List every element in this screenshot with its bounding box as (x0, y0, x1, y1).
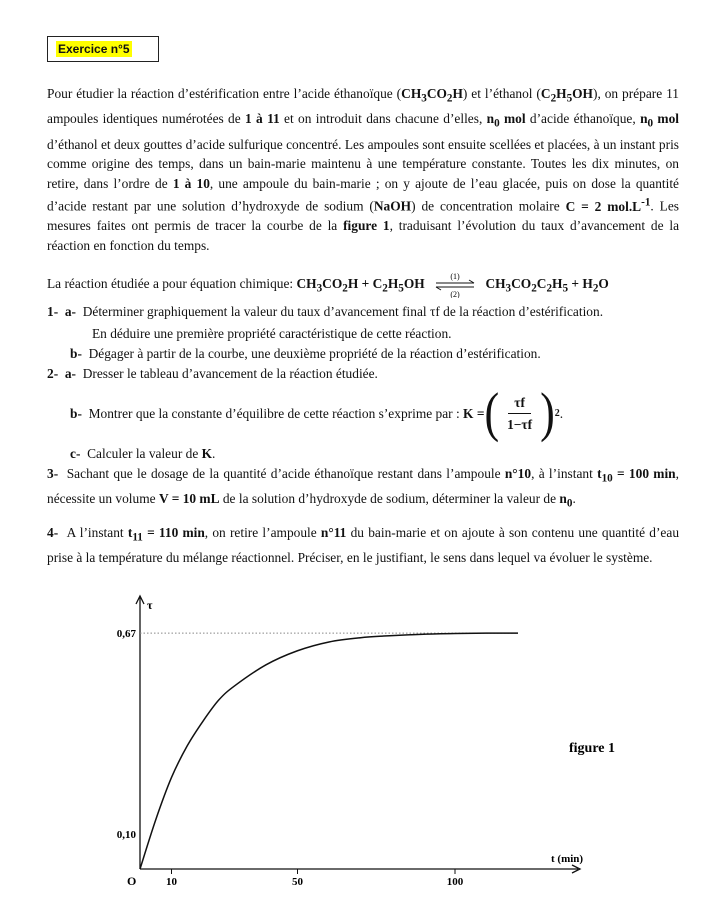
chemical-equation: La réaction étudiée a pour équation chimique: $CH_3CO_2H + C_2H_5OH$ (1) (2) $CH_3CO_2C_2H_5 + H_2O$ (47, 272, 609, 298)
n0-mol-2: $n_0$ mol (640, 111, 679, 130)
x-tick-label: 10 (166, 876, 177, 888)
y-axis-label: τ (147, 598, 153, 612)
origin-label: O (127, 874, 137, 888)
figure-reference: figure 1 (343, 218, 390, 234)
figure-caption: figure 1 (569, 741, 616, 756)
question-4: 4- A l’instant $t_{11} = 110$ min, on retire l’ampoule n°11 du bain-marie et on ajoute à son contenu une quantité d’eau prise à la température du mélange réactionnel. Préciser, en le justifiant, le sens dans lequel va évoluer le système. (47, 525, 680, 565)
x-axis-label: t (min) (551, 853, 584, 865)
y-tick-label: 0,10 (116, 828, 136, 841)
question-3: 3- Sachant que le dosage de la quantité d’acide éthanoïque restant dans l’ampoule n°10, à l’instant $t_{10} = 100$ min, nécessite un volume V = 10 mL de la solution d’hydroxyde de sodium, déterminer la valeur de $n_0$. (47, 466, 679, 510)
question-1b: b- Dégager à partir de la courbe, une deuxième propriété de la réaction d’estérification. (70, 346, 541, 361)
x-tick-label: 100 (446, 876, 464, 888)
equilibrium-arrows-icon (432, 272, 478, 298)
arrow-top-label: (1) (450, 272, 460, 281)
product-ester: $CH_3CO_2C_2H_5$ (485, 276, 569, 295)
question-1a: 1- a- Déterminer graphiquement la valeur du taux d’avancement final τf de la réaction d’estérification. (47, 304, 604, 319)
figure-1-chart (0, 585, 720, 905)
exercise-title-box (47, 36, 159, 62)
tau-curve (140, 633, 518, 869)
ethanol-formula: $C_2H_5OH$ (540, 86, 593, 105)
equilibrium-constant-formula: K = ( $\frac{\tau f}{1-\tau f}$ ) 2 (463, 381, 560, 443)
question-1a-line2: En déduire une première propriété caractéristique de cette réaction. (92, 326, 452, 341)
product-water: $H_2O$ (582, 276, 609, 295)
question-2a: 2- a- Dresser le tableau d’avancement de la réaction étudiée. (47, 366, 378, 381)
exercise-title: Exercice n°5 (58, 42, 130, 56)
reactant-acid: $CH_3CO_2H$ (296, 276, 359, 295)
y-tick-label: 0,67 (116, 628, 136, 641)
reactant-ethanol: $C_2H_5OH$ (372, 276, 425, 295)
x-tick-label: 50 (292, 876, 303, 888)
n0-mol: $n_0$ mol (486, 111, 526, 130)
intro-paragraph: Pour étudier la réaction d’estérification entre l’acide éthanoïque $(CH_3CO_2H)$ et l’éthanol $(C_2H_5OH)$, on prépare 11 ampoules identiques numérotées de 1 à 11 et on introduit dans chacune d’elles, $n_0$ mol d’acide éthanoïque, $n_0$ mol d’éthanol et deux gouttes d’acide sulfurique concentré. Les ampoules sont ensuite scellées et placées, à un instant pris comme origine des temps, dans un bain-marie maintenu à une température constante. Toutes les dix minutes, on retire, dans l’ordre de 1 à 10, une ampoule du bain-marie ; on y ajoute de l’eau glacée, puis on dose la quantité d’acide restant par une solution d’hydroxyde de sodium (NaOH) de concentration molaire C = 2 $mol.L^{-1}$. Les mesures faites ont permis de tracer la courbe de la figure 1, traduisant l’évolution du taux d’avancement de la réaction en fonction du temps. (47, 86, 680, 253)
acid-formula: $CH_3CO_2H$ (401, 86, 463, 105)
arrow-bottom-label: (2) (450, 290, 460, 298)
question-2b: b- Montrer que la constante d’équilibre de cette réaction s’exprime par : K = ( $\frac{\tau f}{1-\tau f}$ ) 2 . (70, 381, 564, 443)
question-2c: c- Calculer la valeur de K. (70, 446, 216, 461)
